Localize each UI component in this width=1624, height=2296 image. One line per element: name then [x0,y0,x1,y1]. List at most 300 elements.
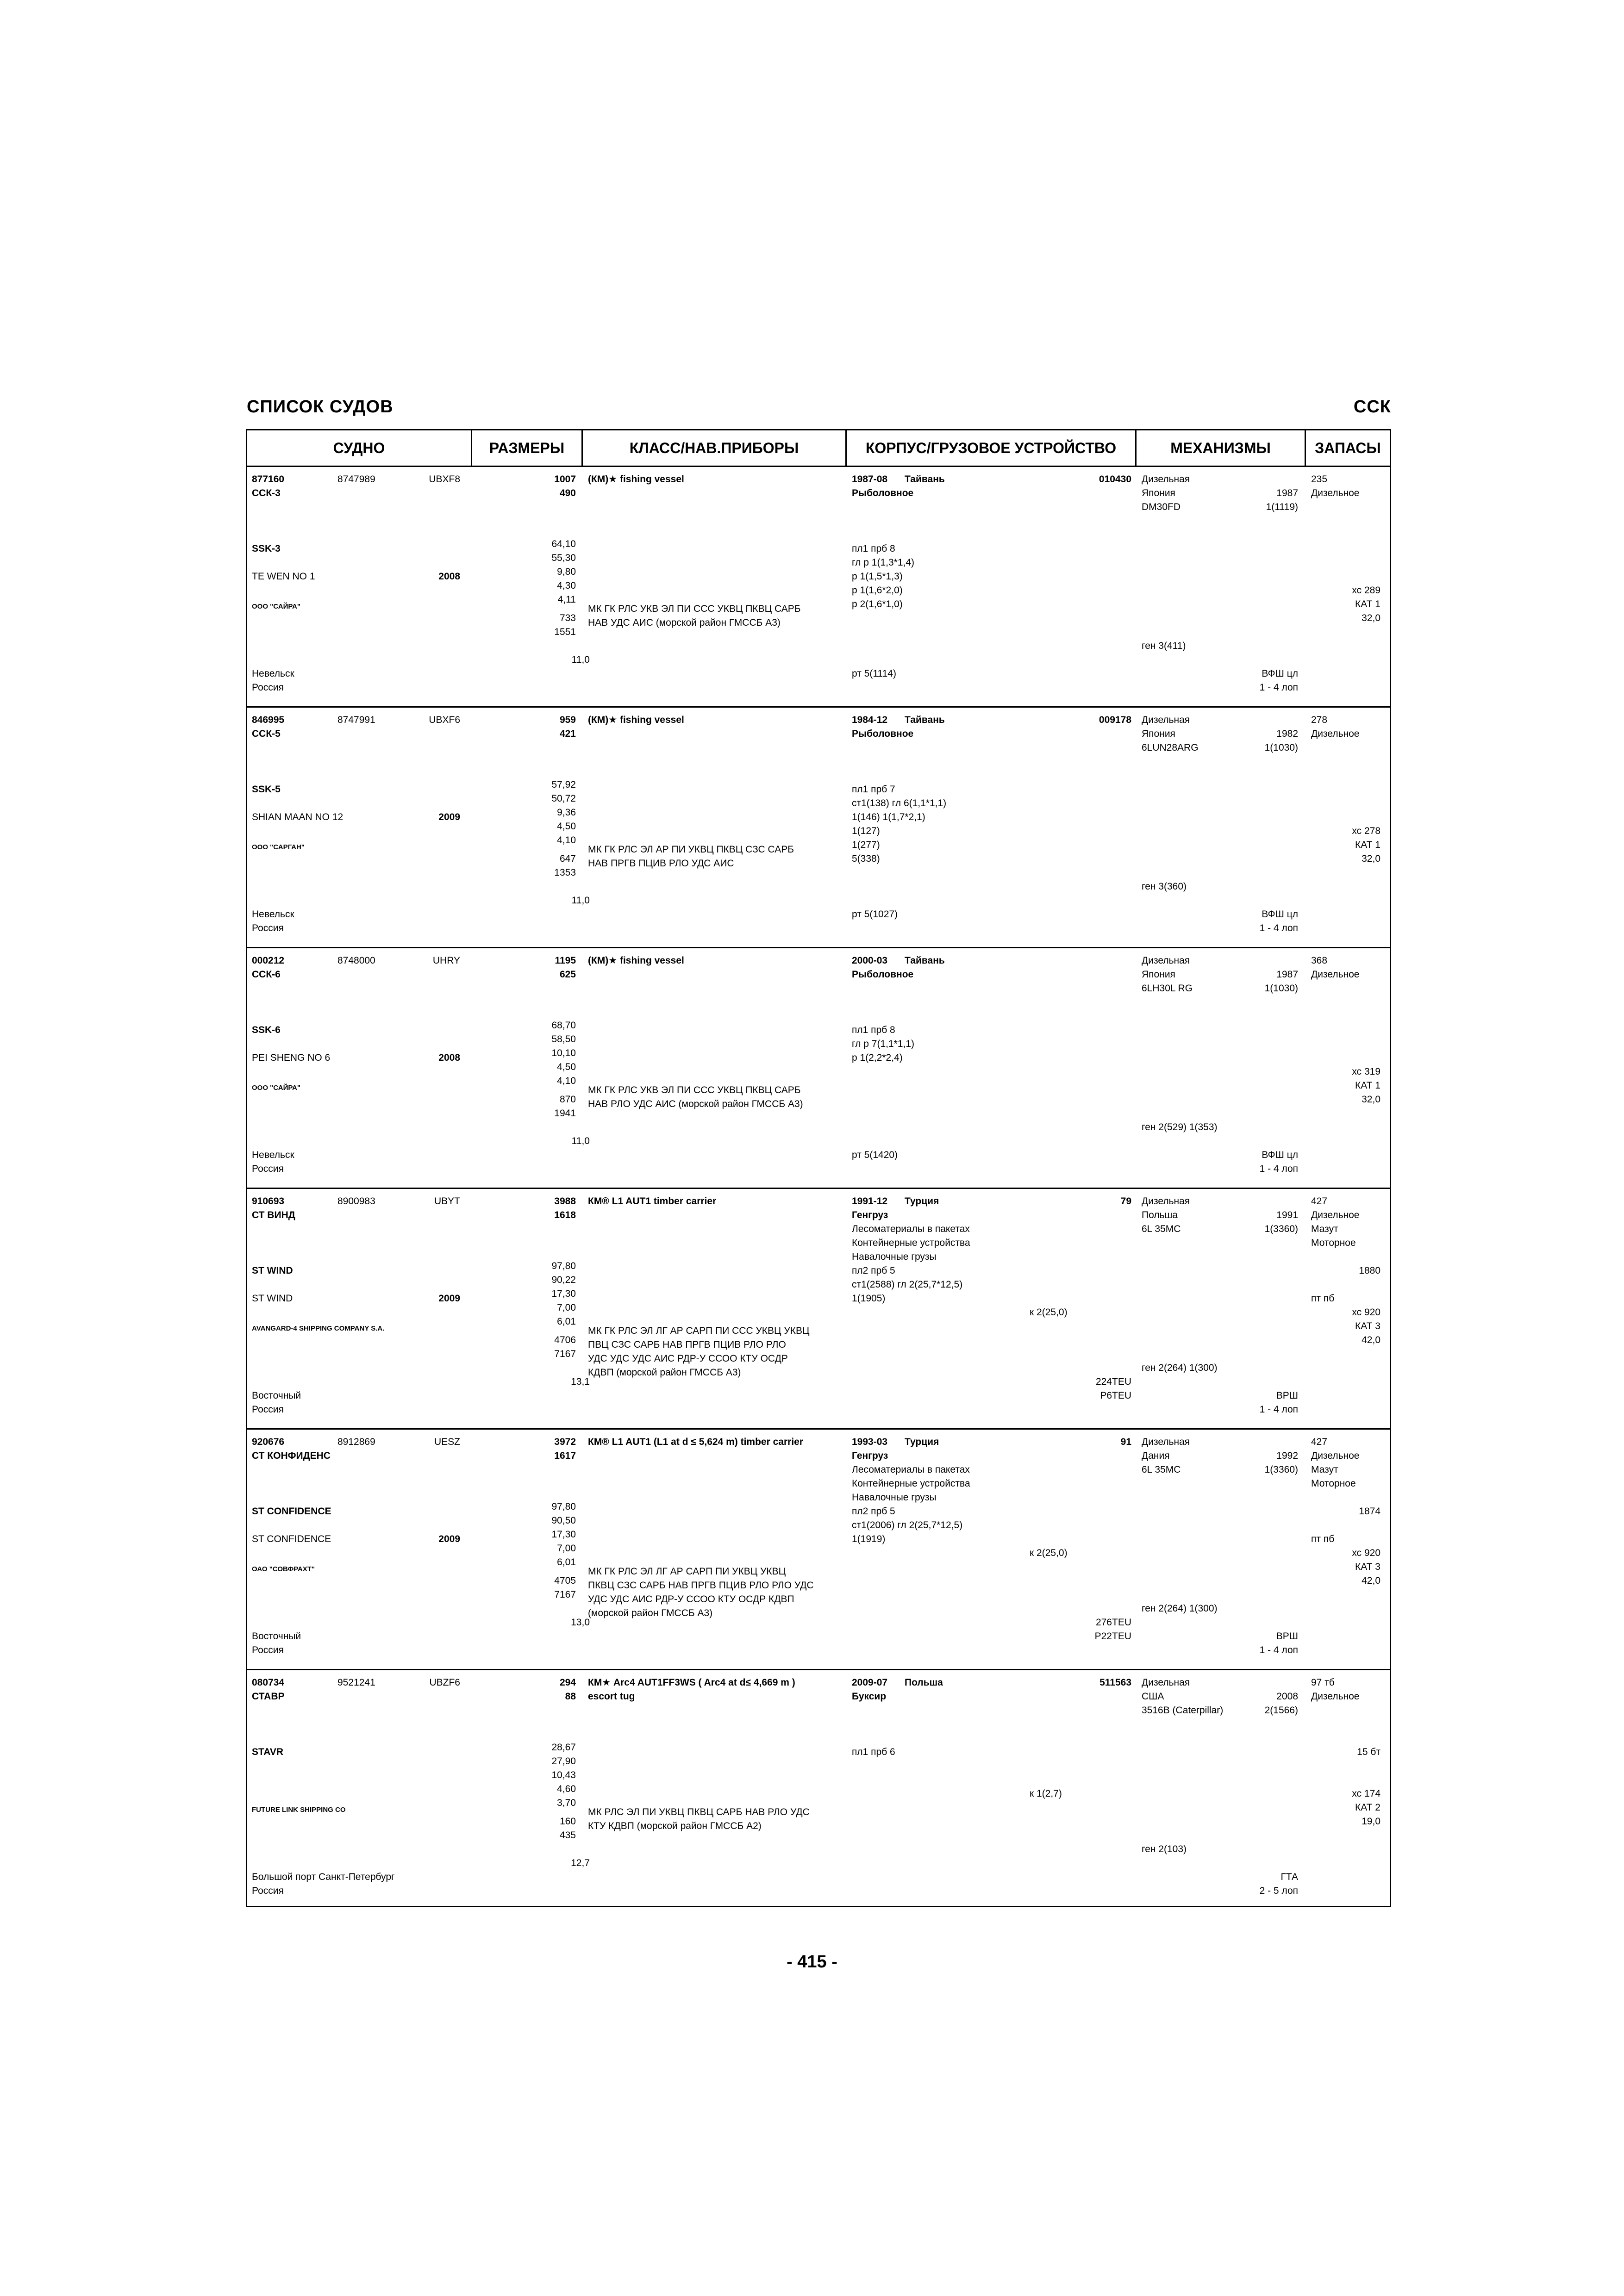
tonnage-value: 421 [559,728,576,739]
stores-fuel: Дизельное [1311,488,1360,498]
stores-fuel: Дизельное [1311,1691,1360,1702]
speed-value: 12,7 [571,1858,590,1868]
engine-info: DM30FD [1142,502,1181,512]
engine-info: Дания [1142,1450,1170,1461]
vessel-name: ССК-6 [252,969,281,980]
cargo-type: Навалочные грузы [852,1251,937,1262]
hull-equipment: 1(277) [852,840,880,850]
hull-equipment: 1(1919) [852,1534,886,1544]
stores-provisions: 42,0 [1362,1575,1380,1586]
speed-value: 13,0 [571,1617,590,1628]
tonnage-value: 3988 [554,1196,576,1207]
owner: ООО "САРГАН" [252,843,305,851]
flag-country: Россия [252,682,284,693]
engine-info: Япония [1142,728,1175,739]
home-port: Невельск [252,668,294,679]
stores-provisions: КАТ 1 [1355,599,1380,610]
tonnage-value: 88 [565,1691,576,1702]
vessel-name-latin: SSK-6 [252,1025,281,1035]
deadweight-value: 1551 [554,627,576,637]
former-name: TE WEN NO 1 [252,571,315,582]
class-notation-2: escort tug [588,1691,635,1702]
nav-equipment-line: ПВЦ СЗС САРБ НАВ ПРГВ ПЦИВ РЛО РЛО [588,1339,786,1350]
propulsion: ВФШ цл [1262,1150,1298,1160]
teu-capacity: P22TEU [1094,1631,1131,1642]
stores-fuel: Мазут [1311,1464,1338,1475]
stores-provisions: хс 319 [1352,1066,1380,1077]
engine-year: 1992 [1276,1450,1298,1461]
dimension-value: 4,11 [557,594,576,605]
call-sign: UESZ [434,1437,460,1447]
generator: ген 3(411) [1142,641,1186,651]
cargo-type: Контейнерные устройства [852,1238,970,1248]
engine-power: 1(1119) [1266,502,1298,512]
builder-country: Турция [905,1196,939,1207]
vessel-record [247,708,1390,948]
stores-water-type: пт пб [1311,1534,1335,1544]
tonnage-value: 1618 [554,1210,576,1220]
nav-equipment-line: МК РЛС ЭЛ ПИ УКВЦ ПКВЦ САРБ НАВ РЛО УДС [588,1807,810,1817]
column-header-hull: КОРПУС/ГРУЗОВОЕ УСТРОЙСТВО [865,440,1117,456]
owner: ООО "САЙРА" [252,603,300,610]
vessel-name: СТАВР [252,1691,285,1702]
engine-power: 2(1566) [1264,1705,1298,1716]
yard-number: 79 [1120,1196,1131,1207]
cargo-type: Навалочные грузы [852,1492,937,1503]
engine-power: 1(3360) [1264,1224,1298,1234]
propulsion: 1 - 4 лоп [1259,1164,1298,1174]
class-notation: (КМ)★ fishing vessel [588,474,684,485]
stores-water-type: пт пб [1311,1293,1335,1304]
yard-number: 91 [1120,1437,1131,1447]
hull-equipment: р 1(1,6*2,0) [852,585,903,596]
hull-equipment: ст1(2006) гл 2(25,7*12,5) [852,1520,963,1531]
engine-info: Дизельная [1142,1196,1190,1207]
tonnage-value: 490 [559,488,576,498]
flag-country: Россия [252,1404,284,1415]
speed-value: 11,0 [571,1136,590,1146]
flag-country: Россия [252,1645,284,1655]
call-sign: UBYT [434,1196,460,1207]
refrigeration: рт 5(1027) [852,909,898,920]
vessel-name-latin: SSK-5 [252,784,281,795]
propulsion: 1 - 4 лоп [1259,923,1298,933]
rename-year: 2008 [438,1052,460,1063]
imo-number: 8900983 [337,1196,375,1207]
engine-info: 6LH30L RG [1142,983,1193,994]
home-port: Восточный [252,1390,301,1401]
propulsion: ВФШ цл [1262,909,1298,920]
hull-equipment: ст1(2588) гл 2(25,7*12,5) [852,1279,963,1290]
vessel-name-latin: STAVR [252,1747,284,1757]
home-port: Восточный [252,1631,301,1642]
stores-provisions: 32,0 [1362,1094,1380,1105]
teu-capacity: 276TEU [1095,1617,1131,1628]
dimension-value: 58,50 [551,1034,576,1045]
hull-equipment: 5(338) [852,853,880,864]
dimension-value: 4,10 [557,1076,576,1086]
engine-power: 1(3360) [1264,1464,1298,1475]
stores-fuel: 278 [1311,715,1328,725]
dimension-value: 10,43 [551,1770,576,1780]
class-notation: (КМ)★ fishing vessel [588,715,684,725]
stores-water: 15 бт [1357,1747,1380,1757]
rename-year: 2009 [438,1534,460,1544]
deadweight-value: 160 [559,1816,576,1827]
dimension-value: 17,30 [551,1288,576,1299]
hull-equipment: пл1 прб 6 [852,1747,895,1757]
dimension-value: 9,80 [557,566,576,577]
imo-number: 8912869 [337,1437,375,1447]
generator: ген 2(103) [1142,1844,1187,1854]
propulsion: 2 - 5 лоп [1259,1885,1298,1896]
former-name: ST WIND [252,1293,293,1304]
column-header-dimensions: РАЗМЕРЫ [489,440,565,456]
dimension-value: 4,50 [557,821,576,832]
build-date: 1993-03 [852,1437,888,1447]
dimension-value: 90,50 [551,1515,576,1526]
vessel-name: СТ ВИНД [252,1210,295,1220]
dimension-value: 50,72 [551,793,576,804]
dimension-value: 4,30 [557,580,576,591]
home-port: Невельск [252,1150,294,1160]
stores-fuel: 235 [1311,474,1328,485]
dimension-value: 57,92 [551,779,576,790]
page-header-section: ССК [1353,397,1391,417]
nav-equipment-line: НАВ ПРГВ ПЦИВ РЛО УДС АИС [588,858,734,869]
nav-equipment-line: КДВП (морской район ГМССБ А3) [588,1367,741,1378]
builder-country: Турция [905,1437,939,1447]
engine-info: Дизельная [1142,955,1190,966]
tonnage-value: 959 [559,715,576,725]
speed-value: 11,0 [571,654,590,665]
engine-info: Дизельная [1142,1437,1190,1447]
nav-equipment-line: МК ГК РЛС ЭЛ ЛГ АР САРП ПИ ССС УКВЦ УКВЦ [588,1325,810,1336]
hull-equipment: пл2 прб 5 [852,1265,895,1276]
stores-provisions: хс 174 [1352,1788,1380,1799]
dimension-value: 97,80 [551,1501,576,1512]
generator: ген 2(264) 1(300) [1142,1363,1218,1373]
engine-info: 3516B (Caterpillar) [1142,1705,1224,1716]
owner: AVANGARD-4 SHIPPING COMPANY S.A. [252,1325,385,1332]
hull-equipment: 1(146) 1(1,7*2,1) [852,812,925,822]
engine-info: Дизельная [1142,715,1190,725]
stores-provisions: хс 278 [1352,826,1380,836]
vessel-record [247,467,1390,708]
call-sign: UBZF6 [429,1677,460,1688]
teu-capacity: P6TEU [1100,1390,1131,1401]
deadweight-value: 7167 [554,1589,576,1600]
engine-info: 6L 35MC [1142,1464,1181,1475]
column-header-machinery: МЕХАНИЗМЫ [1170,440,1271,456]
hull-equipment: р 2(1,6*1,0) [852,599,903,610]
engine-info: Япония [1142,488,1175,498]
engine-year: 1987 [1276,969,1298,980]
dimension-value: 10,10 [551,1048,576,1058]
speed-value: 11,0 [571,895,590,906]
refrigeration: рт 5(1420) [852,1150,898,1160]
stores-provisions: 42,0 [1362,1335,1380,1345]
imo-number: 9521241 [337,1677,375,1688]
page-number: - 415 - [787,1952,837,1972]
stores-fuel: Мазут [1311,1224,1338,1234]
column-header-vessel: СУДНО [333,440,385,456]
dimension-value: 68,70 [551,1020,576,1031]
build-date: 1984-12 [852,715,888,725]
deadweight-value: 435 [559,1830,576,1841]
column-header-stores: ЗАПАСЫ [1315,440,1381,456]
hull-equipment: р 1(2,2*2,4) [852,1052,903,1063]
nav-equipment-line: УДС УДС УДС АИС РДР-У ССОО КТУ ОСДР [588,1353,788,1364]
rename-year: 2008 [438,571,460,582]
nav-equipment-line: НАВ РЛО УДС АИС (морской район ГМССБ А3) [588,1099,803,1109]
dimension-value: 17,30 [551,1529,576,1540]
stores-provisions: хс 289 [1352,585,1380,596]
stores-provisions: хс 920 [1352,1548,1380,1558]
refrigeration: рт 5(1114) [852,668,896,679]
vessel-record [247,1670,1390,1910]
propulsion: 1 - 4 лоп [1259,682,1298,693]
stores-provisions: КАТ 3 [1355,1321,1380,1332]
engine-year: 1982 [1276,728,1298,739]
column-header-row [247,430,1390,467]
vessel-type: Генгруз [852,1210,888,1220]
nav-equipment-line: МК ГК РЛС УКВ ЭЛ ПИ ССС УКВЦ ПКВЦ САРБ [588,604,801,614]
vessel-name-latin: SSK-3 [252,543,281,554]
hull-equipment: 1(1905) [852,1293,886,1304]
ship-register-table [246,429,1391,1907]
yard-number: 009178 [1099,715,1131,725]
former-name: PEI SHENG NO 6 [252,1052,331,1063]
engine-info: Польша [1142,1210,1178,1220]
deadweight-value: 870 [559,1094,576,1105]
registry-number: 080734 [252,1677,285,1688]
tonnage-value: 625 [559,969,576,980]
build-date: 2000-03 [852,955,888,966]
vessel-type: Буксир [852,1691,887,1702]
yard-number: 511563 [1099,1677,1131,1688]
generator: ген 2(264) 1(300) [1142,1603,1218,1614]
engine-year: 1987 [1276,488,1298,498]
registry-number: 877160 [252,474,285,485]
stores-water: 1880 [1359,1265,1380,1276]
hull-equipment: гл р 1(1,3*1,4) [852,557,915,568]
tonnage-value: 3972 [554,1437,576,1447]
deadweight-value: 4705 [554,1575,576,1586]
deadweight-value: 4706 [554,1335,576,1345]
stores-fuel: 97 тб [1311,1677,1335,1688]
cargo-type: Контейнерные устройства [852,1478,970,1489]
stores-provisions: КАТ 1 [1355,1080,1380,1091]
flag-country: Россия [252,1885,284,1896]
nav-equipment-line: МК ГК РЛС ЭЛ ЛГ АР САРП ПИ УКВЦ УКВЦ [588,1566,786,1577]
vessel-name-latin: ST CONFIDENCE [252,1506,331,1517]
hull-equipment: р 1(1,5*1,3) [852,571,903,582]
stores-provisions: КАТ 3 [1355,1562,1380,1572]
nav-equipment-line: КТУ КДВП (морской район ГМССБ А2) [588,1821,762,1831]
engine-power: 1(1030) [1264,983,1298,994]
deadweight-value: 1353 [554,867,576,878]
dimension-value: 7,00 [557,1543,576,1554]
vessel-type: Рыболовное [852,728,914,739]
builder-country: Польша [905,1677,943,1688]
call-sign: UHRY [432,955,460,966]
build-date: 2009-07 [852,1677,888,1688]
hull-equipment: пл1 прб 8 [852,543,895,554]
tonnage-value: 294 [559,1677,576,1688]
registry-number: 846995 [252,715,285,725]
hull-equipment: пл1 прб 7 [852,784,895,795]
imo-number: 8747989 [337,474,375,485]
tonnage-value: 1007 [554,474,576,485]
cargo-type: Лесоматериалы в пакетах [852,1224,970,1234]
dimension-value: 97,80 [551,1261,576,1271]
hull-equipment: пл1 прб 8 [852,1025,895,1035]
teu-capacity: 224TEU [1095,1376,1131,1387]
vessel-name-latin: ST WIND [252,1265,293,1276]
home-port: Невельск [252,909,294,920]
propulsion: 1 - 4 лоп [1259,1645,1298,1655]
deadweight-value: 1941 [554,1108,576,1119]
stores-provisions: КАТ 1 [1355,840,1380,850]
registry-number: 000212 [252,955,285,966]
column-header-class: КЛАСС/НАВ.ПРИБОРЫ [629,440,799,456]
page-header-title: СПИСОК СУДОВ [247,397,394,417]
owner: ООО "САЙРА" [252,1084,300,1092]
engine-year: 2008 [1276,1691,1298,1702]
yard-number: 010430 [1099,474,1131,485]
stores-fuel: 427 [1311,1437,1328,1447]
vessel-record [247,1430,1390,1670]
vessel-type: Рыболовное [852,969,914,980]
flag-country: Россия [252,1164,284,1174]
dimension-value: 4,10 [557,835,576,846]
engine-info: Дизельная [1142,474,1190,485]
registry-number: 920676 [252,1437,285,1447]
rename-year: 2009 [438,1293,460,1304]
stores-fuel: Моторное [1311,1238,1356,1248]
home-port: Большой порт Санкт-Петербург [252,1872,395,1882]
stores-fuel: Моторное [1311,1478,1356,1489]
engine-info: Япония [1142,969,1175,980]
tonnage-value: 1195 [555,955,576,966]
engine-year: 1991 [1276,1210,1298,1220]
dimension-value: 9,36 [557,807,576,818]
stores-fuel: Дизельное [1311,1450,1360,1461]
propulsion: ВФШ цл [1262,668,1298,679]
dimension-value: 6,01 [557,1557,576,1568]
hull-equipment: гл р 7(1,1*1,1) [852,1039,915,1049]
vessel-name: ССК-3 [252,488,281,498]
generator: ген 2(529) 1(353) [1142,1122,1218,1132]
nav-equipment-line: (морской район ГМССБ А3) [588,1608,713,1618]
dimension-value: 4,50 [557,1062,576,1072]
propulsion: ВРШ [1276,1390,1298,1401]
builder-country: Тайвань [905,955,945,966]
dimension-value: 28,67 [551,1742,576,1753]
call-sign: UBXF8 [429,474,460,485]
class-notation: КМ® L1 AUT1 (L1 at d ≤ 5,624 m) timber carrier [588,1437,804,1447]
nav-equipment-line: УДС УДС АИС РДР-У ССОО КТУ ОСДР КДВП [588,1594,794,1605]
stores-provisions: 19,0 [1362,1816,1380,1827]
class-notation: КМ★ Arc4 AUT1FF3WS ( Arc4 at d≤ 4,669 m ) [588,1677,795,1688]
dimension-value: 90,22 [551,1275,576,1285]
vessel-name: ССК-5 [252,728,281,739]
vessel-type: Рыболовное [852,488,914,498]
cargo-gear: к 1(2,7) [1030,1788,1062,1799]
engine-info: Дизельная [1142,1677,1190,1688]
deadweight-value: 647 [559,853,576,864]
propulsion: ВРШ [1276,1631,1298,1642]
cargo-type: Лесоматериалы в пакетах [852,1464,970,1475]
vessel-name: СТ КОНФИДЕНС [252,1450,331,1461]
dimension-value: 55,30 [551,553,576,563]
engine-power: 1(1030) [1264,742,1298,753]
propulsion: 1 - 4 лоп [1259,1404,1298,1415]
former-name: SHIAN MAAN NO 12 [252,812,344,822]
nav-equipment-line: НАВ УДС АИС (морской район ГМССБ А3) [588,617,781,628]
propulsion: ГТА [1280,1872,1298,1882]
dimension-value: 64,10 [551,539,576,549]
flag-country: Россия [252,923,284,933]
hull-equipment: 1(127) [852,826,880,836]
dimension-value: 27,90 [551,1756,576,1767]
nav-equipment-line: МК ГК РЛС ЭЛ АР ПИ УКВЦ ПКВЦ СЗС САРБ [588,844,794,855]
former-name: ST CONFIDENCE [252,1534,331,1544]
stores-water: 1874 [1359,1506,1380,1517]
nav-equipment-line: ПКВЦ СЗС САРБ НАВ ПРГВ ПЦИВ РЛО РЛО УДС [588,1580,814,1591]
imo-number: 8748000 [337,955,375,966]
nav-equipment-line: МК ГК РЛС УКВ ЭЛ ПИ ССС УКВЦ ПКВЦ САРБ [588,1085,801,1095]
dimension-value: 3,70 [557,1798,576,1808]
build-date: 1991-12 [852,1196,888,1207]
stores-fuel: Дизельное [1311,969,1360,980]
stores-fuel: Дизельное [1311,1210,1360,1220]
owner: FUTURE LINK SHIPPING CO [252,1806,346,1814]
stores-provisions: 32,0 [1362,853,1380,864]
vessel-type: Генгруз [852,1450,888,1461]
rename-year: 2009 [438,812,460,822]
generator: ген 3(360) [1142,881,1187,892]
builder-country: Тайвань [905,474,945,485]
build-date: 1987-08 [852,474,888,485]
stores-fuel: Дизельное [1311,728,1360,739]
deadweight-value: 733 [559,613,576,623]
engine-info: США [1142,1691,1164,1702]
stores-fuel: 427 [1311,1196,1328,1207]
vessel-record [247,948,1390,1189]
stores-provisions: 32,0 [1362,613,1380,623]
deadweight-value: 7167 [554,1349,576,1359]
stores-fuel: 368 [1311,955,1328,966]
class-notation: КМ® L1 AUT1 timber carrier [588,1196,717,1207]
registry-number: 910693 [252,1196,285,1207]
owner: ОАО "СОВФРАХТ" [252,1565,315,1573]
dimension-value: 7,00 [557,1302,576,1313]
builder-country: Тайвань [905,715,945,725]
cargo-gear: к 2(25,0) [1030,1548,1068,1558]
engine-info: 6L 35MC [1142,1224,1181,1234]
stores-provisions: КАТ 2 [1355,1802,1380,1813]
cargo-gear: к 2(25,0) [1030,1307,1068,1318]
speed-value: 13,1 [571,1376,590,1387]
hull-equipment: ст1(138) гл 6(1,1*1,1) [852,798,947,809]
hull-equipment: пл2 прб 5 [852,1506,895,1517]
vessel-record [247,1189,1390,1430]
engine-info: 6LUN28ARG [1142,742,1199,753]
dimension-value: 6,01 [557,1316,576,1327]
call-sign: UBXF6 [429,715,460,725]
